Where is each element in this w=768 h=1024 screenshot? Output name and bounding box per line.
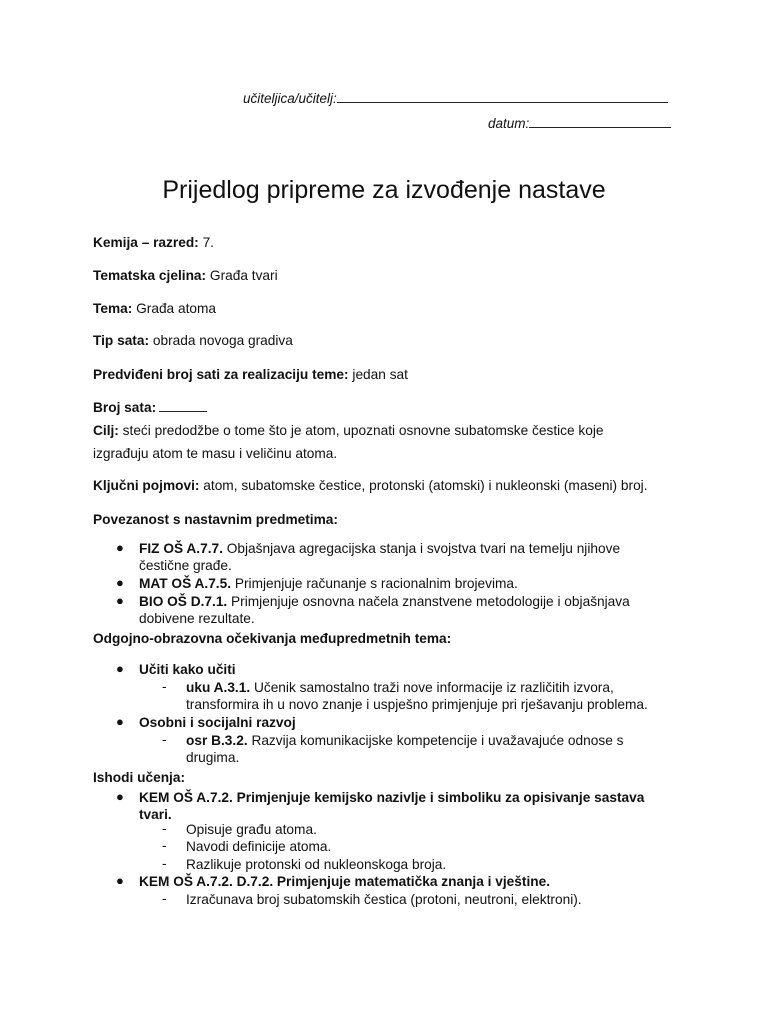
connection-line-1: Objašnjava agregacijska stanja i svojstva tvari na temelju njihove	[226, 541, 621, 556]
connection-item-text	[139, 540, 676, 574]
connection-item	[116, 593, 676, 627]
expectation-code: osr B.3.2.	[186, 733, 248, 748]
expectation-line-2: drugima.	[186, 750, 240, 765]
goal-field-cont	[93, 445, 337, 462]
bullet-icon: ●	[116, 789, 124, 804]
connection-line-2: dobivene rezultate.	[139, 611, 255, 626]
connection-item-text	[139, 593, 676, 627]
outcome-sub	[162, 891, 682, 908]
outcomes-heading-text: Ishodi učenja:	[93, 770, 186, 785]
bullet-icon: ●	[116, 593, 124, 608]
crosscurricular-heading	[93, 630, 451, 647]
dash-marker: -	[162, 821, 167, 836]
outcomes-heading	[93, 769, 185, 786]
outcome-sub-text: Opisuje građu atoma.	[186, 822, 317, 837]
expectation-line-2: transformira ih u novo znanje i uspješno primjenjuje pri rješavanju problema.	[186, 697, 648, 712]
page-title: Prijedlog pripreme za izvođenje nastave	[162, 176, 606, 204]
connection-item-text	[139, 575, 676, 592]
subject-label: Kemija – razred:	[93, 235, 199, 250]
expectation-text	[186, 679, 682, 713]
expectation-code: uku A.3.1.	[186, 680, 251, 695]
expectation-text	[186, 732, 682, 766]
outcome-sub-text: Navodi definicije atoma.	[186, 839, 332, 854]
crosscurricular-topic	[116, 714, 696, 731]
teacher-blank	[337, 88, 668, 103]
dash-marker: -	[162, 891, 167, 906]
bullet-icon: ●	[116, 661, 124, 676]
topic-name: Učiti kako učiti	[139, 662, 236, 677]
goal-field	[93, 422, 604, 439]
type-value: obrada novoga gradiva	[152, 333, 293, 348]
connection-line-2: čestične građe.	[139, 558, 232, 573]
topic-name-row	[139, 661, 696, 678]
connection-line-1: Primjenjuje računanje s racionalnim brojevima.	[234, 576, 518, 591]
connection-item	[116, 540, 676, 574]
hours-value: jedan sat	[352, 367, 408, 382]
outcome-sub	[162, 838, 682, 855]
outcome-line-1: KEM OŠ A.7.2. Primjenjuje kemijsko nazivlje i simboliku za opisivanje sastava	[139, 790, 645, 805]
topic-value: Građa atoma	[136, 301, 217, 316]
lesson-label: Broj sata:	[93, 400, 157, 415]
connections-heading-text: Povezanost s nastavnim predmetima:	[93, 512, 338, 527]
dash-marker: -	[162, 679, 167, 694]
date-label: datum:	[488, 116, 530, 131]
bullet-icon: ●	[116, 873, 124, 888]
subject-value: 7.	[202, 235, 214, 250]
date-line	[488, 113, 671, 131]
topic-expectation	[162, 679, 682, 713]
dash-marker: -	[162, 856, 167, 871]
outcome-sub-text: Izračunava broj subatomskih čestica (protoni, neutroni, elektroni).	[186, 892, 582, 907]
crosscurricular-heading-text: Odgojno-obrazovna očekivanja međupredmetnih tema:	[93, 631, 452, 646]
lesson-field	[93, 398, 207, 416]
connection-code: MAT OŠ A.7.5.	[139, 576, 232, 591]
outcome-group	[116, 873, 696, 890]
outcome-sub	[162, 856, 682, 873]
outcome-sub-text: Razlikuje protonski od nukleonskoga broja.	[186, 857, 447, 872]
hours-field	[93, 366, 408, 383]
connection-item	[116, 575, 676, 592]
unit-field	[93, 267, 278, 284]
outcome-line-1: KEM OŠ A.7.2. D.7.2. Primjenjuje matematička znanja i vještine.	[139, 874, 551, 889]
connection-code: FIZ OŠ A.7.7.	[139, 541, 223, 556]
teacher-label: učiteljica/učitelj:	[243, 91, 337, 106]
keywords-value: atom, subatomske čestice, protonski (atomski) i nukleonski (maseni) broj.	[203, 478, 648, 493]
bullet-icon: ●	[116, 540, 124, 555]
keywords-label: Ključni pojmovi:	[93, 478, 200, 493]
unit-value: Građa tvari	[209, 268, 278, 283]
outcome-sub	[162, 821, 682, 838]
topic-label: Tema:	[93, 301, 133, 316]
topic-name-row	[139, 714, 696, 731]
dash-marker: -	[162, 838, 167, 853]
goal-label: Cilj:	[93, 423, 119, 438]
type-label: Tip sata:	[93, 333, 150, 348]
outcome-group	[116, 789, 696, 823]
connection-code: BIO OŠ D.7.1.	[139, 594, 228, 609]
date-blank	[529, 113, 671, 128]
outcome-text	[139, 789, 696, 823]
unit-label: Tematska cjelina:	[93, 268, 207, 283]
teacher-line	[243, 88, 668, 106]
goal-line-1: steći predodžbe o tome što je atom, upoznati osnovne subatomske čestice koje	[122, 423, 604, 438]
topic-expectation	[162, 732, 682, 766]
outcome-line-2: tvari.	[139, 807, 172, 822]
crosscurricular-topic	[116, 661, 696, 678]
dash-marker: -	[162, 732, 167, 747]
connections-heading	[93, 511, 338, 528]
keywords-field	[93, 477, 648, 494]
bullet-icon: ●	[116, 714, 124, 729]
subject-field	[93, 234, 214, 251]
hours-label: Predviđeni broj sati za realizaciju teme:	[93, 367, 349, 382]
goal-line-2: izgrađuju atom te masu i veličinu atoma.	[93, 446, 338, 461]
outcome-text	[139, 873, 696, 890]
connection-line-1: Primjenjuje osnovna načela znanstvene metodologije i objašnjava	[231, 594, 630, 609]
expectation-line-1: Razvija komunikacijske kompetencije i uvažavajuće odnose s	[251, 733, 624, 748]
bullet-icon: ●	[116, 575, 124, 590]
topic-field	[93, 300, 216, 317]
type-field	[93, 332, 293, 349]
lesson-blank	[159, 398, 207, 412]
topic-name: Osobni i socijalni razvoj	[139, 715, 296, 730]
expectation-line-1: Učenik samostalno traži nove informacije iz različitih izvora,	[253, 680, 614, 695]
